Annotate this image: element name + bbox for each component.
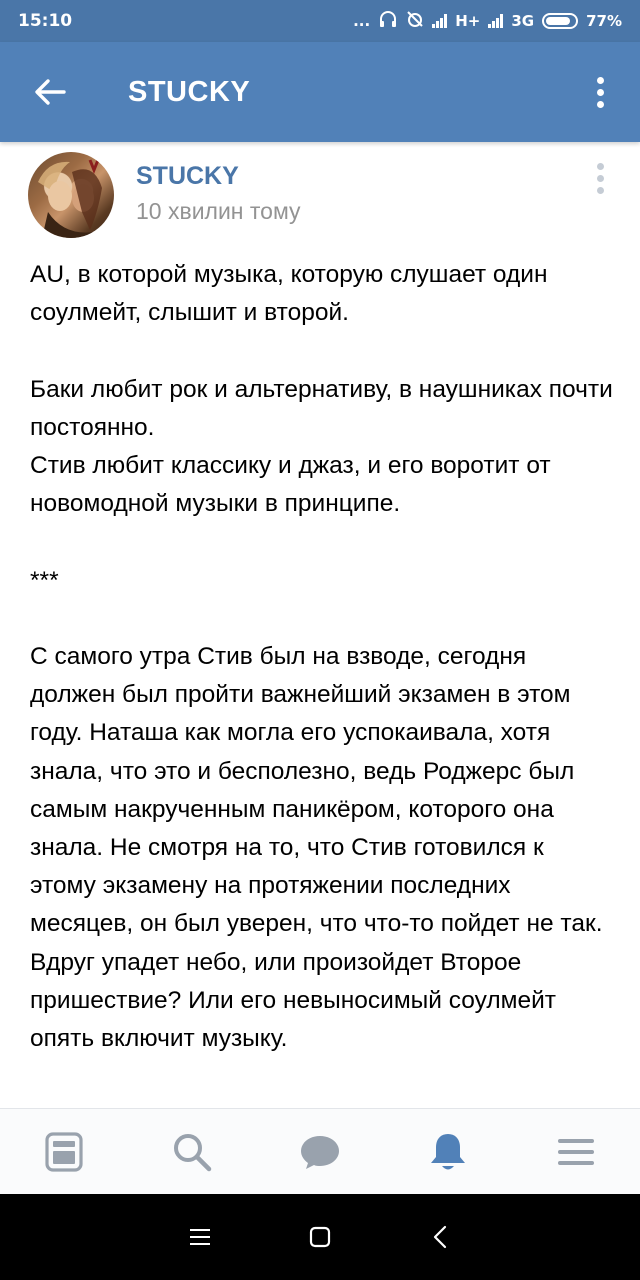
avatar-image (28, 152, 114, 238)
system-back-button[interactable] (380, 1194, 500, 1280)
network-type-label-2: 3G (511, 12, 535, 30)
post-paragraph: С самого утра Стив был на взводе, сегодня должен был пройти важнейший экзамен в этом году. Наташа как могла его успокаивала, хотя знала, что это и бесполезно, ведь Роджерс был самым накрученным паникёром, которого она знала. Не смотря на то, что Стив готовился к этому экзамену на протяжении последних месяцев, он был уверен, что что-то пойдет не так. Вдруг упадет небо, или произойдет Второе пришествие? Или его невыносимый соулмейт опять включит музыку. (30, 642, 603, 1053)
paragraph-gap (30, 600, 614, 638)
post-options-button[interactable] (590, 160, 610, 196)
messages-icon (299, 1133, 341, 1171)
post-author[interactable]: STUCKY (136, 162, 239, 190)
status-time: 15:10 (18, 11, 73, 31)
chevron-left-icon (432, 1225, 448, 1249)
post-paragraph: Баки любит рок и альтернативу, в наушниках почти постоянно. (30, 375, 613, 441)
nav-news[interactable] (24, 1109, 104, 1195)
hamburger-icon (189, 1227, 211, 1247)
dot (597, 163, 604, 170)
system-navigation (0, 1194, 640, 1280)
headphones-icon (378, 10, 398, 32)
battery-icon (542, 13, 578, 29)
dot (597, 175, 604, 182)
dot (597, 89, 604, 96)
bottom-navigation (0, 1108, 640, 1195)
signal-icon (432, 14, 447, 28)
battery-percent: 77% (586, 12, 622, 30)
more-options-button[interactable] (582, 70, 618, 114)
status-bar (0, 0, 640, 42)
nav-search[interactable] (152, 1109, 232, 1195)
news-icon (45, 1132, 83, 1172)
avatar[interactable] (28, 152, 114, 238)
alarm-off-icon (406, 10, 424, 32)
post-time: 10 хвилин тому (136, 198, 301, 224)
nav-menu[interactable] (536, 1109, 616, 1195)
paragraph-gap (30, 523, 614, 561)
arrow-left-icon (34, 78, 66, 106)
post-header (0, 142, 640, 246)
system-home-button[interactable] (260, 1194, 380, 1280)
status-indicators (353, 10, 622, 32)
system-menu-button[interactable] (140, 1194, 260, 1280)
network-type-label: H+ (455, 12, 481, 30)
page-title: STUCKY (128, 76, 251, 108)
post-separator: *** (30, 566, 59, 594)
post-paragraph: Стив любит классику и джаз, и его воротит от новомодной музыки в принципе. (30, 452, 551, 518)
search-icon (172, 1132, 212, 1172)
menu-icon (557, 1137, 595, 1167)
home-square-icon (309, 1226, 331, 1248)
back-button[interactable] (28, 70, 72, 114)
nav-messages[interactable] (280, 1109, 360, 1195)
notifications-icon (428, 1131, 468, 1173)
post-text (30, 256, 614, 1058)
dot (597, 187, 604, 194)
app-header (0, 42, 640, 142)
signal-icon-2 (488, 14, 503, 28)
nav-notifications[interactable] (408, 1109, 488, 1195)
paragraph-gap (30, 332, 614, 370)
dot (597, 77, 604, 84)
post-paragraph: AU, в которой музыка, которую слушает один соулмейт, слышит и второй. (30, 261, 548, 327)
notification-dots: ... (353, 12, 371, 30)
dot (597, 101, 604, 108)
